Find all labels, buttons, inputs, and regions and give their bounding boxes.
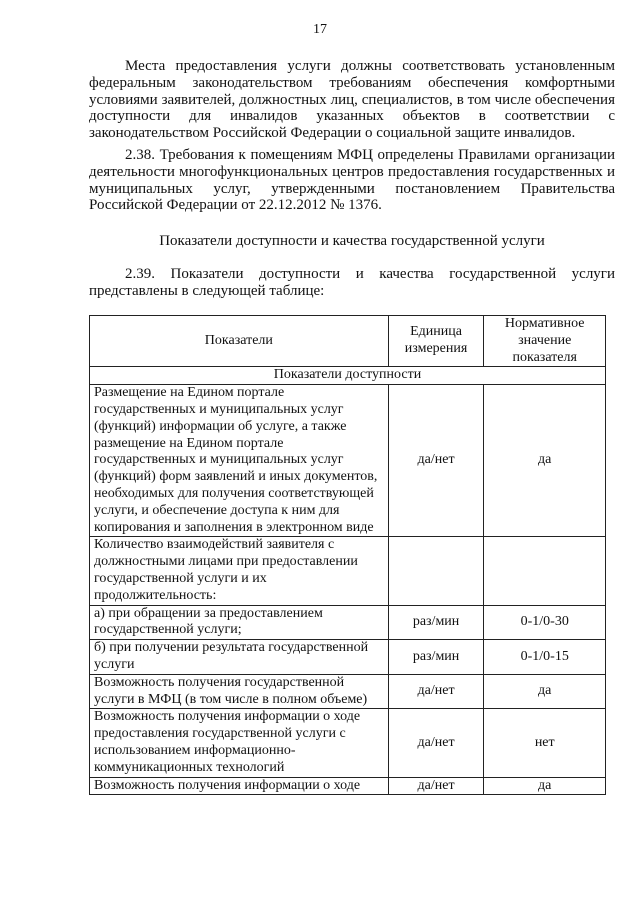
table-row [90, 605, 606, 640]
table-row [90, 537, 606, 605]
row-norm: 0-1/0-30 [484, 605, 606, 640]
row-unit: да/нет [388, 674, 484, 709]
row-description: Возможность получения информации о ходе предоставления государственной услуги с использованием информационно-коммуникационных технологий [90, 709, 389, 777]
row-norm: да [484, 777, 606, 795]
row-description: Количество взаимодействий заявителя с должностными лицами при предоставлении государственной услуги и их продолжительность: [90, 537, 389, 605]
row-description: Возможность получения информации о ходе [90, 777, 389, 795]
page-number: 17 [313, 22, 327, 37]
section-title: Показатели доступности и качества государственной услуги [159, 233, 545, 249]
table-header-row [90, 316, 606, 367]
row-description: б) при получении результата государственной услуги [90, 640, 389, 675]
row-unit: раз/мин [388, 640, 484, 675]
table-row [90, 674, 606, 709]
paragraph-2-39 [89, 266, 615, 300]
row-description: Возможность получения государственной услуги в МФЦ (в том числе в полном объеме) [90, 674, 389, 709]
row-unit: раз/мин [388, 605, 484, 640]
row-norm: да [484, 674, 606, 709]
row-norm: да [484, 385, 606, 537]
table-row [90, 385, 606, 537]
paragraph-text: 2.39. Показатели доступности и качества государственной услуги представлены в следующей таблице: [89, 266, 615, 299]
header-norm: Нормативное значение показателя [484, 316, 606, 367]
row-norm: 0-1/0-15 [484, 640, 606, 675]
paragraph-2-38 [89, 147, 615, 214]
header-indicators: Показатели [90, 316, 389, 367]
paragraph-text: Места предоставления услуги должны соответствовать установленным федеральным законодательством требованиям обеспечения комфортными условиями заявителей, должностных лиц, специалистов, в том числе обеспечения доступности для инвалидов указанных объектов в соответствии с законодательством Российской Федерации о социальной защите инвалидов. [89, 58, 615, 142]
row-description: а) при обращении за предоставлением государственной услуги; [90, 605, 389, 640]
paragraph-facilities [89, 58, 615, 142]
row-unit [388, 537, 484, 605]
row-unit: да/нет [388, 777, 484, 795]
table-section-row [90, 367, 606, 385]
header-unit: Единица измерения [388, 316, 484, 367]
table-row [90, 777, 606, 795]
section-availability: Показатели доступности [90, 367, 606, 385]
paragraph-text: 2.38. Требования к помещениям МФЦ определены Правилами организации деятельности многофункциональных центров предоставления государственных и муниципальных услуг, утвержденными постановлением Правительства Российской Федерации от 22.12.2012 № 1376. [89, 147, 615, 214]
table-row [90, 709, 606, 777]
table-row [90, 640, 606, 675]
row-description: Размещение на Едином портале государственных и муниципальных услуг (функций) информации об услуге, а также размещение на Едином портале государственных и муниципальных услуг (функций) форм заявлений и иных документов, необходимых для получения соответствующей услуги, и обеспечение доступа к ним для копирования и заполнения в электронном виде [90, 385, 389, 537]
row-unit: да/нет [388, 709, 484, 777]
indicators-table [89, 315, 606, 795]
row-norm: нет [484, 709, 606, 777]
row-norm [484, 537, 606, 605]
row-unit: да/нет [388, 385, 484, 537]
